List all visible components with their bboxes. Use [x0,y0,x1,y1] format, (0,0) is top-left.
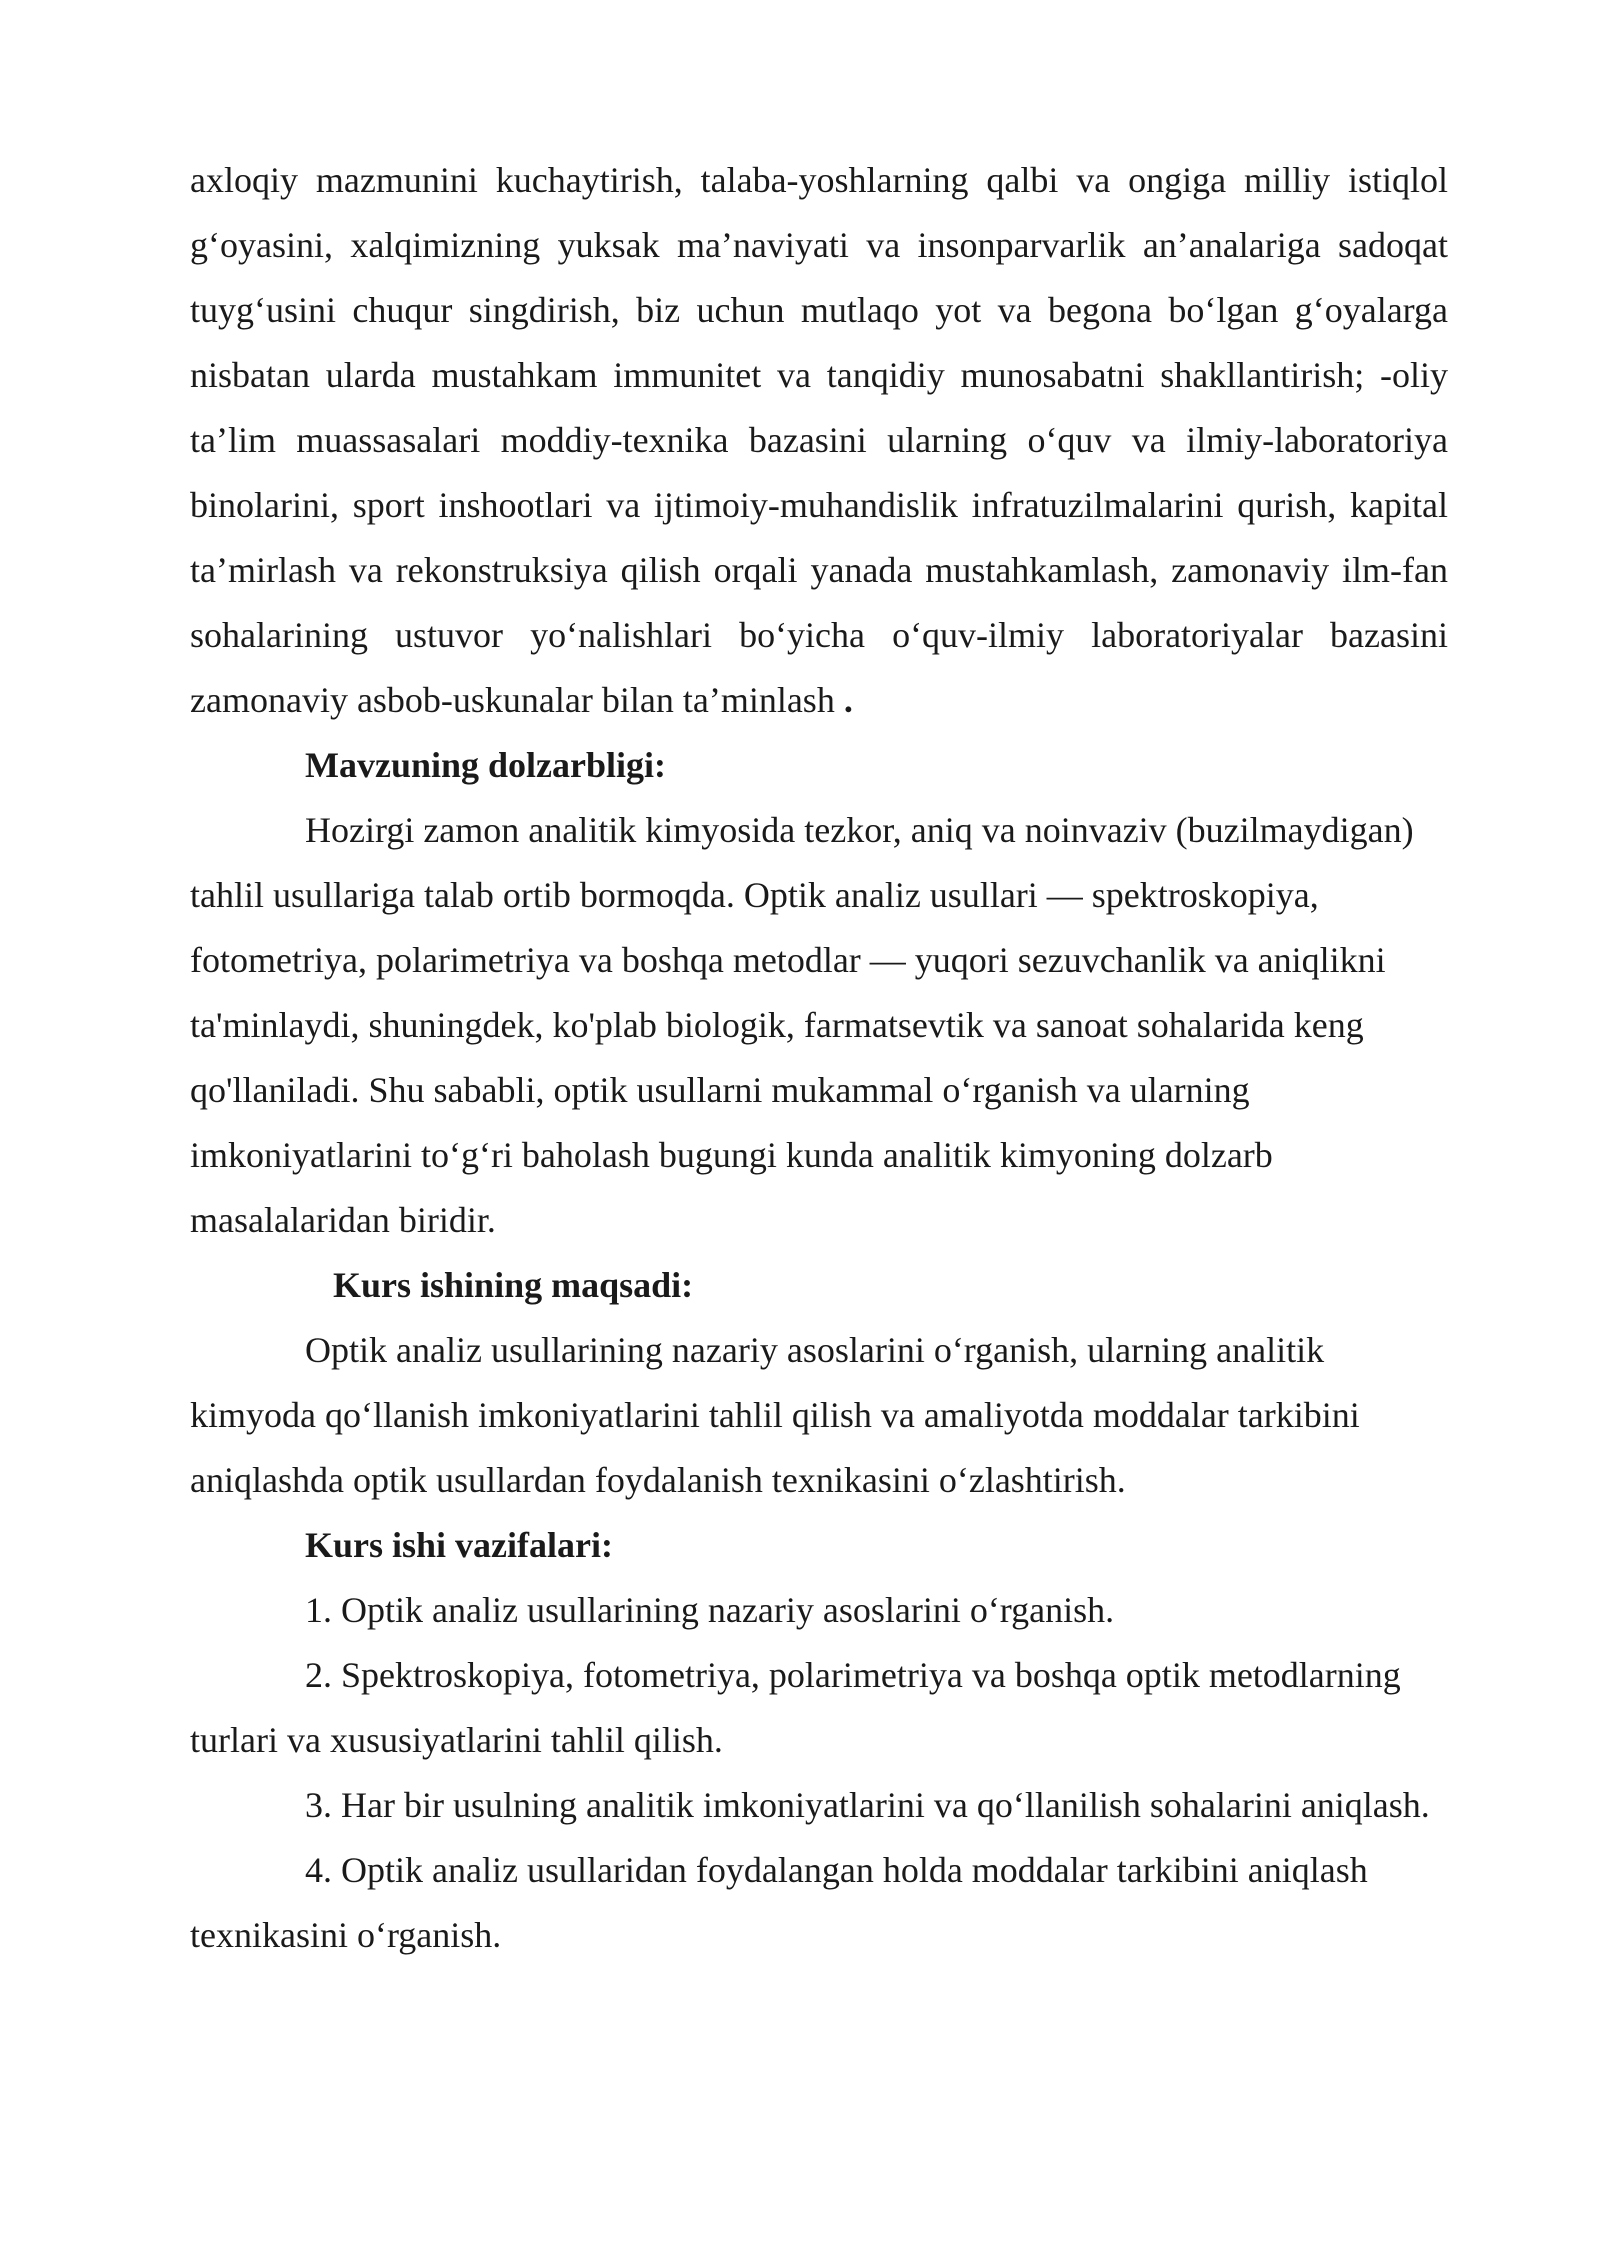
document-page [190,148,1448,1968]
tasks-heading: Kurs ishi vazifalari: [305,1525,613,1565]
task-item-4: 4. Optik analiz usullaridan foydalangan holda moddalar tarkibini aniqlash texnikasini o‘rganish. [190,1850,1368,1955]
intro-paragraph [190,148,1448,733]
intro-text: axloqiy mazmunini kuchaytirish, talaba-yoshlarning qalbi va ongiga milliy istiqlol g‘oyasini, xalqimizning yuksak ma’naviyati va insonparvarlik an’analariga sadoqat tuyg‘usini chuqur singdirish, biz uchun mutlaqo yot va begona bo‘lgan g‘oyalarga nisbatan ularda mustahkam immunitet va tanqidiy munosabatni shakllantirish; -oliy ta’lim muassasalari moddiy-texnika bazasini ularning o‘quv va ilmiy-laboratoriya binolarini, sport inshootlari va ijtimoiy-muhandislik infratuzilmalarini qurish, kapital ta’mirlash va rekonstruksiya qilish orqali yanada mustahkamlash, zamonaviy ilm-fan sohalarining ustuvor yo‘nalishlari bo‘yicha o‘quv-ilmiy laboratoriyalar bazasini zamonaviy asbob-uskunalar bilan ta’minlash [190,160,1448,720]
goal-heading: Kurs ishining maqsadi: [333,1265,694,1305]
task-item-1: 1. Optik analiz usullarining nazariy asoslarini o‘rganish. [305,1590,1115,1630]
task-item-2: 2. Spektroskopiya, fotometriya, polarimetriya va boshqa optik metodlarning turlari va xususiyatlarini tahlil qilish. [190,1655,1401,1760]
relevance-heading: Mavzuning dolzarbligi: [305,745,667,785]
relevance-paragraph: Hozirgi zamon analitik kimyosida tezkor, aniq va noinvaziv (buzilmaydigan) tahlil usullariga talab ortib bormoqda. Optik analiz usullari — spektroskopiya, fotometriya, polarimetriya va boshqa metodlar — yuqori sezuvchanlik va aniqlikni ta'minlaydi, shuningdek, ko'plab biologik, farmatsevtik va sanoat sohalarida keng qo'llaniladi. Shu sababli, optik usullarni mukammal o‘rganish va ularning imkoniyatlarini to‘g‘ri baholash bugungi kunda analitik kimyoning dolzarb masalalaridan biridir. [190,810,1414,1240]
task-item-3: 3. Har bir usulning analitik imkoniyatlarini va qo‘llanilish sohalarini aniqlash. [305,1785,1430,1825]
intro-end-mark: . [843,680,853,720]
goal-paragraph: Optik analiz usullarining nazariy asoslarini o‘rganish, ularning analitik kimyoda qo‘llanish imkoniyatlarini tahlil qilish va amaliyotda moddalar tarkibini aniqlashda optik usullardan foydalanish texnikasini o‘zlashtirish. [190,1330,1360,1500]
